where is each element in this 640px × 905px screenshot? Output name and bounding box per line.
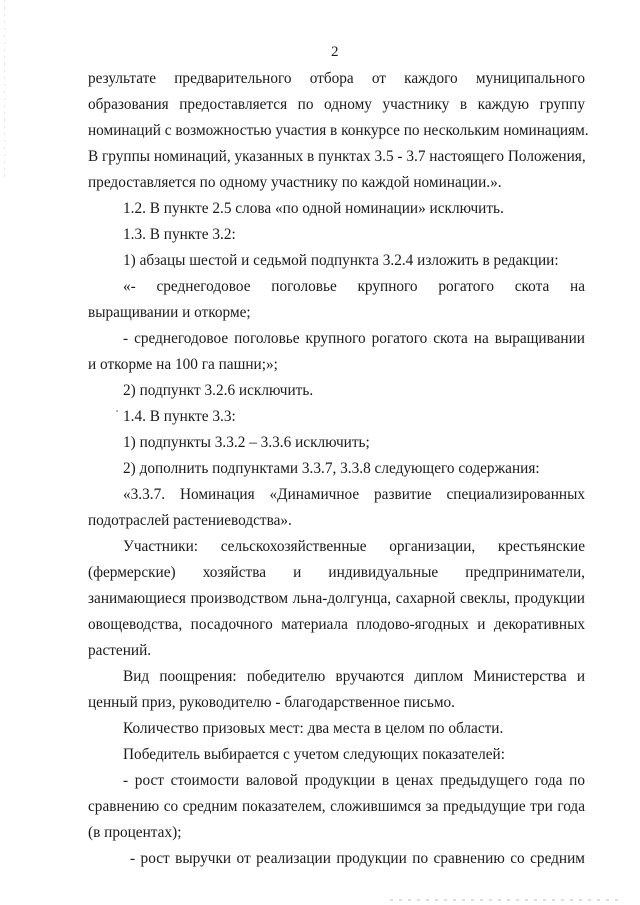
- text-line: 2) дополнить подпунктами 3.3.7, 3.3.8 следующего содержания:: [123, 460, 540, 477]
- text-line: результате предварительного отбора от каждого муниципального: [88, 70, 585, 87]
- text-line: подотраслей растениеводства».: [88, 512, 292, 529]
- text-line: сравнению со средним показателем, сложившимся за предыдущие три года: [88, 798, 585, 815]
- text-line: (фермерские) хозяйства и индивидуальные предприниматели,: [88, 564, 585, 581]
- text-line: «3.3.7. Номинация «Динамичное развитие специализированных: [123, 486, 585, 503]
- text-line: Вид поощрения: победителю вручаются диплом Министерства и: [123, 668, 585, 685]
- scan-edge-artifact: [4, 0, 5, 180]
- scan-speck: [116, 410, 118, 412]
- text-line: Победитель выбирается с учетом следующих показателей:: [123, 746, 505, 763]
- text-line: 1.3. В пункте 3.2:: [123, 226, 236, 243]
- text-line: (в процентах);: [88, 824, 182, 841]
- text-line: номинаций с возможностью участия в конкурсе по нескольким номинациям.: [88, 122, 589, 139]
- text-line: овощеводства, посадочного материала плодово-ягодных и декоративных: [88, 616, 585, 633]
- text-line: 1) подпункты 3.3.2 – 3.3.6 исключить;: [123, 434, 370, 451]
- text-line: образования предоставляется по одному участнику в каждую группу: [88, 96, 585, 113]
- text-line: выращивании и откорме;: [88, 304, 251, 321]
- text-line: 2) подпункт 3.2.6 исключить.: [123, 382, 314, 399]
- text-line: ценный приз, руководителю - благодарственное письмо.: [88, 694, 455, 711]
- text-line: и откорме на 100 га пашни;»;: [88, 356, 278, 373]
- text-line: 1.2. В пункте 2.5 слова «по одной номинации» исключить.: [123, 200, 504, 217]
- page-number: 2: [331, 44, 339, 60]
- text-line: Количество призовых мест: два места в целом по области.: [123, 720, 504, 737]
- text-line: «- среднегодовое поголовье крупного рогатого скота на: [123, 278, 585, 295]
- text-line: 1) абзацы шестой и седьмой подпункта 3.2.4 изложить в редакции:: [123, 252, 559, 269]
- text-line: предоставляется по одному участнику по каждой номинации.».: [88, 174, 502, 191]
- text-line: растений.: [88, 642, 152, 659]
- text-line: - среднегодовое поголовье крупного рогатого скота на выращивании: [123, 330, 585, 347]
- text-line: Участники: сельскохозяйственные организации, крестьянские: [123, 538, 585, 555]
- scan-bottom-artifact: [390, 899, 620, 901]
- text-line: 1.4. В пункте 3.3:: [123, 408, 236, 425]
- text-line: В группы номинаций, указанных в пунктах 3.5 - 3.7 настоящего Положения,: [88, 148, 586, 165]
- text-line: - рост выручки от реализации продукции по сравнению со средним: [130, 850, 585, 867]
- text-line: занимающиеся производством льна-долгунца, сахарной свеклы, продукции: [88, 590, 585, 607]
- text-line: - рост стоимости валовой продукции в ценах предыдущего года по: [123, 772, 585, 789]
